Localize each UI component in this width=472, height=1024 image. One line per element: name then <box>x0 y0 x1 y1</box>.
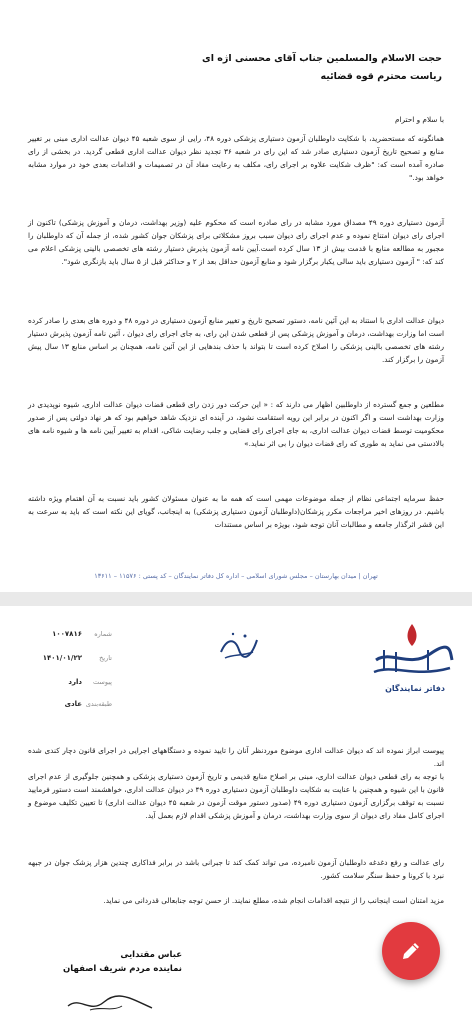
meta-date <box>17 654 112 667</box>
paragraph: پیوست ابراز نموده اند که دیوان عدالت اداری موضوع موردنظر آنان را تایید نموده و دستگاههای اجرایی در اجرای قانون دچار کندی شده اند. <box>28 746 444 768</box>
meta-attachment-label: پیوست <box>93 678 112 686</box>
page-divider <box>0 592 472 606</box>
meta-attachment-value: دارد <box>68 678 82 686</box>
paragraph: با توجه به رای قطعی دیوان عدالت اداری، مبنی بر اصلاح منابع قدیمی و تاریخ آزمون دستیاری پزشکی و همچنین جلوگیری از عدم اجرای قانون با این شیوه و همچنین با عنایت به شکایت داوطلبان آزمون دستیاری دوره ۴۹ در دیوان عدالت اداری، خواهشمند است دستور فرمایید نسبت به توقف برگزاری آزمون دستیاری دوره ۴۹ (صدور دستور موقت آزمون در شعبه ۴۵ دیوان عدالت اداری) تا تعیین تکلیف موضوع و اجرای کامل مفاد رای دیوان از سوی وزارت بهداشت، درمان و آموزش پزشکی اقدام لازم بعمل آید. <box>28 772 444 820</box>
meta-date-label: تاریخ <box>99 654 112 662</box>
paragraph: رای عدالت و رفع دغدغه داوطلبان آزمون نامبرده، می تواند کمک کند تا جبرانی باشد در برابر فداکاری چندین هزار پزشک جوان در جبهه نبرد با کرونا و حفظ سنگر سلامت کشور. <box>28 858 444 880</box>
addressee-name: حجت الاسلام والمسلمین جناب آقای محسنی اژه ای <box>202 53 442 64</box>
signature-block <box>42 948 182 976</box>
office-name: دفاتر نمایندگان <box>385 684 445 693</box>
paragraph: آزمون دستیاری دوره ۴۹ مصداق مورد مشابه در رای صادره است که محکوم علیه (وزیر بهداشت، درمان و آموزش پزشکی) تاکنون از اجرای رای دیوان امتناع نموده و عدم اجرای رای دیوان سبب بروز مشکلاتی برای پزشکان جوان کشور شده، از جمله آن که داوطلبان را مجبور به مطالعه منابع با قدمت بیش از ۱۳ سال کرده است.آیین نامه آزمون پذیرش دستیار رشته های تخصصی بالینی پزشکی اعلام می کند که: " آزمون دستیاری باید سالی یکبار برگزار شود و منابع آزمون حداقل بعد از ۲ و حداکثر قبل از ۵ سال باید بازنگری شود". <box>28 218 444 266</box>
signer-name: عباس مقتدایی <box>120 950 182 960</box>
meta-date-value: ۱۴۰۱/۰۱/۲۲ <box>42 654 82 662</box>
meta-priority-label: طبقه‌بندی <box>85 700 112 708</box>
meta-number-label: شماره <box>94 630 112 638</box>
greeting: با سلام و احترام <box>394 115 444 124</box>
addressee-title: ریاست محترم قوه قضائیه <box>320 71 442 82</box>
signer-title: نماینده مردم شریف اصفهان <box>63 964 182 974</box>
paragraph: همانگونه که مستحضرید، با شکایت داوطلبان آزمون دستیاری پزشکی دوره ۴۸، رایی از سوی شعبه ۴۵ دیوان عدالت اداری مبنی بر تغییر منابع و تصحیح تاریخ آزمون دستیاری صادر شد که این رای در شعبه ۳۶ تجدید نظر دیوان عدالت اداری قطعی گردید. در بخشی از رای صادره آمده است که: "ظرف شکایت علاوه بر اجرای رای، مکلف به رعایت مفاد آن در تصمیمات و اقدامات بعدی خود در موارد مشابه خواهد بود." <box>28 134 444 182</box>
edit-fab-button[interactable] <box>382 922 440 980</box>
meta-number-value: ۱۰۰۷۸۱۶ <box>52 630 82 638</box>
top-bar <box>0 0 472 26</box>
meta-number <box>17 630 112 643</box>
letter-footer-address: تهران | میدان بهارستان – مجلس شورای اسلامی – اداره کل دفاتر نمایندگان – کد پستی : ۱۱۵۷۶ – ۱۳۶۱۱ <box>94 572 378 580</box>
paragraph: مطلعین و جمع گسترده از داوطلبین اظهار می دارند که : « این حرکت دور زدن رای قطعی قضات دیوان عدالت اداری، شیوه نوپدیدی در وزارت بهداشت است و اگر اکنون در برابر این رویه استقامت نشود، در آینده ای نزدیک شاهد خواهیم بود که هر نهاد دولتی پس از صدور محکومیت توسط قضات دیوان عدالت اداری، به جای اجرای رای قضایی و جلب رضایت شاکی، اقدام به تغییر آیین نامه ها و شیوه نامه های بالادستی می نماید به طوری که رای قضات دیوان را بی اثر نماید.» <box>28 400 444 448</box>
parliament-emblem <box>370 620 455 682</box>
pencil-icon <box>399 939 423 963</box>
meta-attachment <box>17 678 112 691</box>
paragraph: مزید امتنان است اینجانب را از نتیجه اقدامات انجام شده، مطلع نمایند. از حسن توجه جنابعالی قدردانی می نماید. <box>103 896 444 905</box>
meta-priority <box>17 700 112 713</box>
meta-priority-value: عادی <box>64 700 82 708</box>
calligraphy-logo <box>215 628 263 664</box>
handwritten-signature <box>60 992 160 1016</box>
paragraph: حفظ سرمایه اجتماعی نظام از جمله موضوعات مهمی است که همه ما به عنوان مسئولان کشور باید نسبت به آن اهتمام ویژه داشته باشیم. در روزهای اخیر مراجعات مکرر پزشکان(داوطلبان آزمون دستیاری پزشکی) به اینجانب، گویای این نکته است که باید به سرعت به این قشر اثرگذار جامعه و مطالبات آنان توجه شود، بویژه بر اساس مستندات <box>28 494 444 529</box>
paragraph: دیوان عدالت اداری با استناد به این آئین نامه، دستور تصحیح تاریخ و تغییر منابع آزمون دستیاری در دوره ۴۸ و دوره های بعدی را صادر کرده است اما وزارت بهداشت، درمان و آموزش پزشکی پس از قطعی شدن این رای، به جای اجرای رای دیوان ، آئین نامه آزمون پذیرش دستیار رشته های تخصصی بالینی پزشکی را اصلاح کرده است تا بتواند با حذف بندهایی از این آئین نامه، همچنان بر اساس منابع ۱۳ سال پیش آزمون را برگزار کند. <box>28 316 444 364</box>
